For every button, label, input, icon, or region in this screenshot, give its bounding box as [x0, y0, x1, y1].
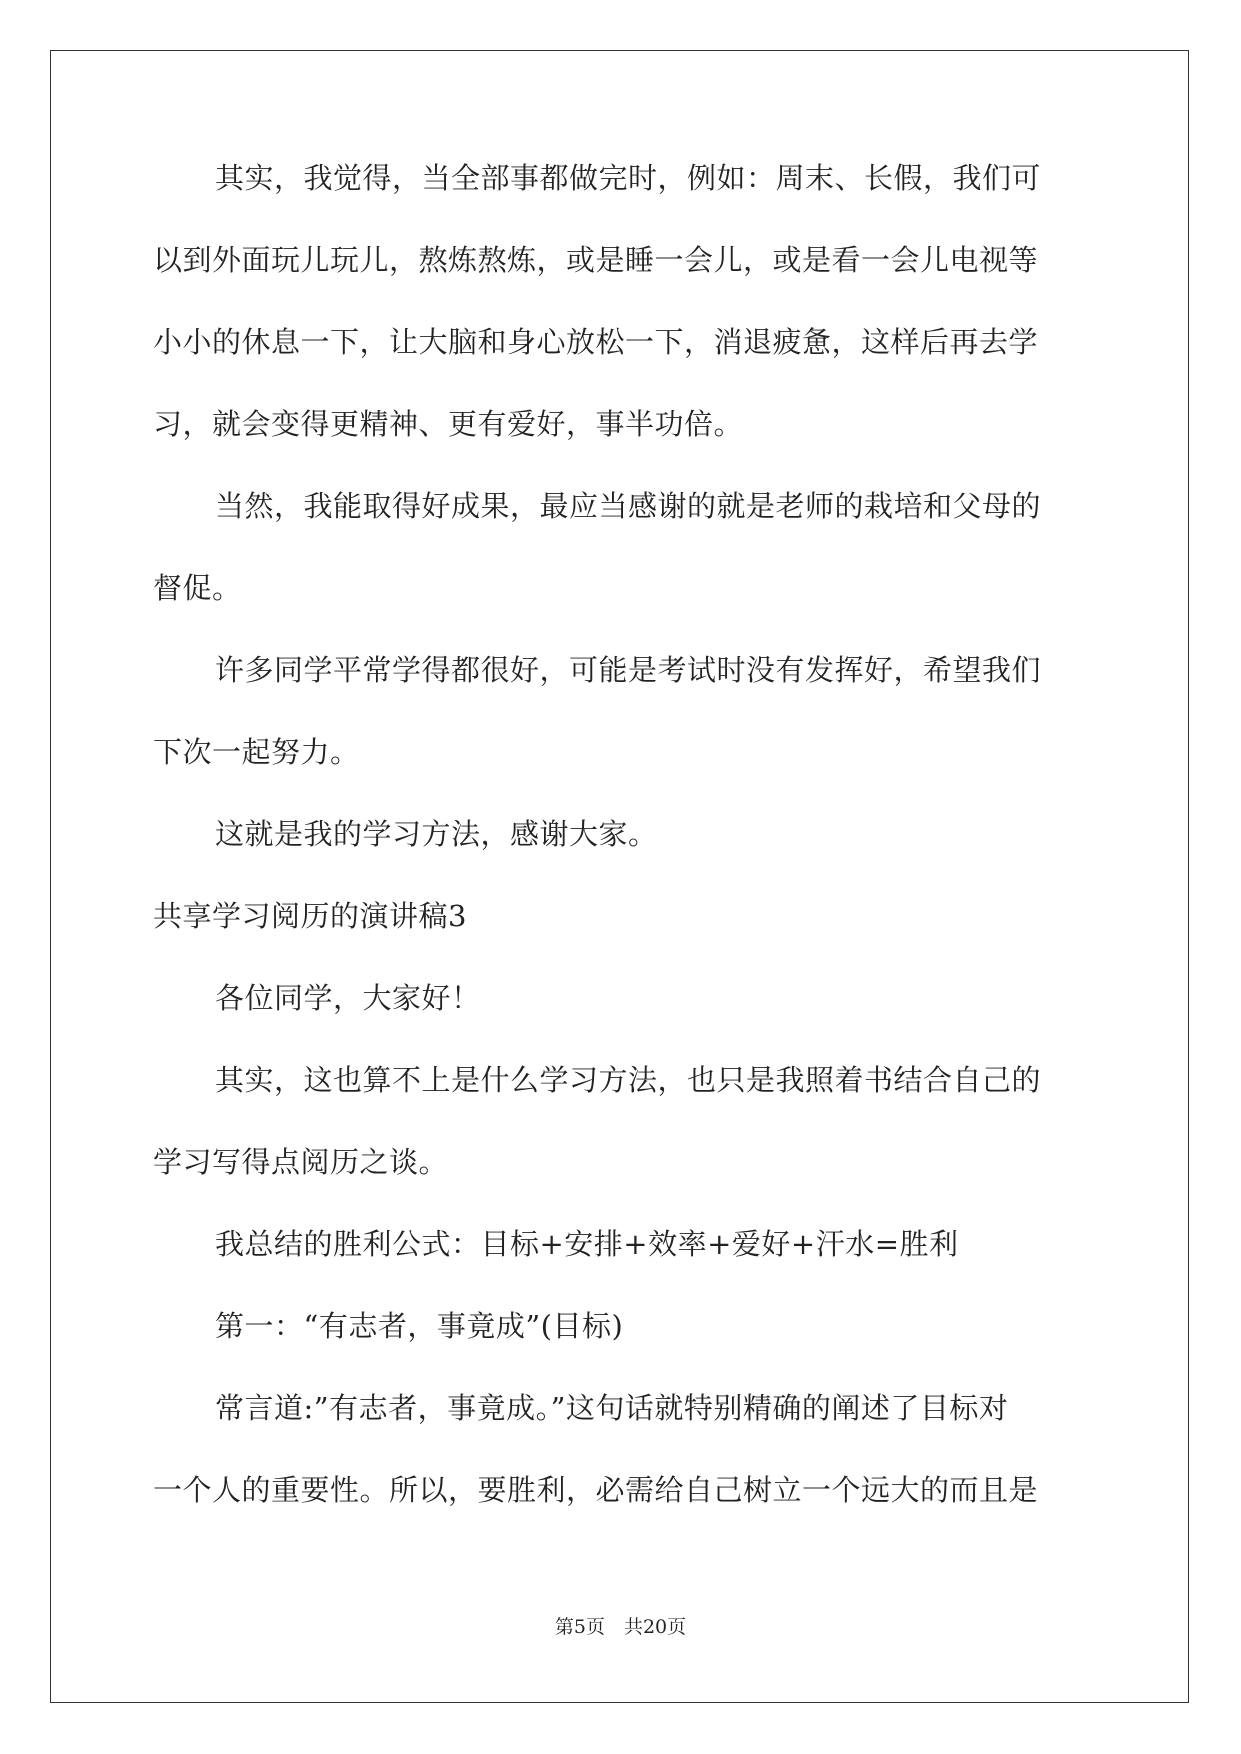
paragraph-line: 其实，这也算不上是什么学习方法，也只是我照着书结合自己的	[215, 1063, 1042, 1097]
paragraph-line: 常言道:”有志者，事竟成。”这句话就特别精确的阐述了目标对	[215, 1391, 1009, 1425]
paragraph-line: 我总结的胜利公式：目标+安排+效率+爱好+汗水=胜利	[215, 1227, 959, 1261]
section-heading: 共享学习阅历的演讲稿3	[153, 899, 467, 933]
paragraph-line: 下次一起努力。	[153, 735, 360, 769]
paragraph-line: 许多同学平常学得都很好，可能是考试时没有发挥好，希望我们	[215, 653, 1042, 687]
paragraph-line: 督促。	[153, 571, 242, 605]
paragraph-line: 一个人的重要性。所以，要胜利，必需给自己树立一个远大的而且是	[153, 1473, 1039, 1507]
paragraph-line: 其实，我觉得，当全部事都做完时，例如：周末、长假，我们可	[215, 161, 1042, 195]
paragraph-line: 各位同学，大家好！	[215, 981, 481, 1015]
paragraph-line: 小小的休息一下，让大脑和身心放松一下，消退疲惫，这样后再去学	[153, 325, 1039, 359]
paragraph-line: 当然，我能取得好成果，最应当感谢的就是老师的栽培和父母的	[215, 489, 1042, 523]
paragraph-line: 习，就会变得更精神、更有爱好，事半功倍。	[153, 407, 744, 441]
page-border	[50, 50, 1189, 1703]
paragraph-line: 这就是我的学习方法，感谢大家。	[215, 817, 658, 851]
paragraph-line: 学习写得点阅历之谈。	[153, 1145, 449, 1179]
paragraph-line: 第一：“有志者，事竟成”(目标)	[215, 1309, 624, 1343]
page-footer: 第5页 共20页	[554, 1616, 687, 1638]
paragraph-line: 以到外面玩儿玩儿，熬炼熬炼，或是睡一会儿，或是看一会儿电视等	[153, 243, 1039, 277]
